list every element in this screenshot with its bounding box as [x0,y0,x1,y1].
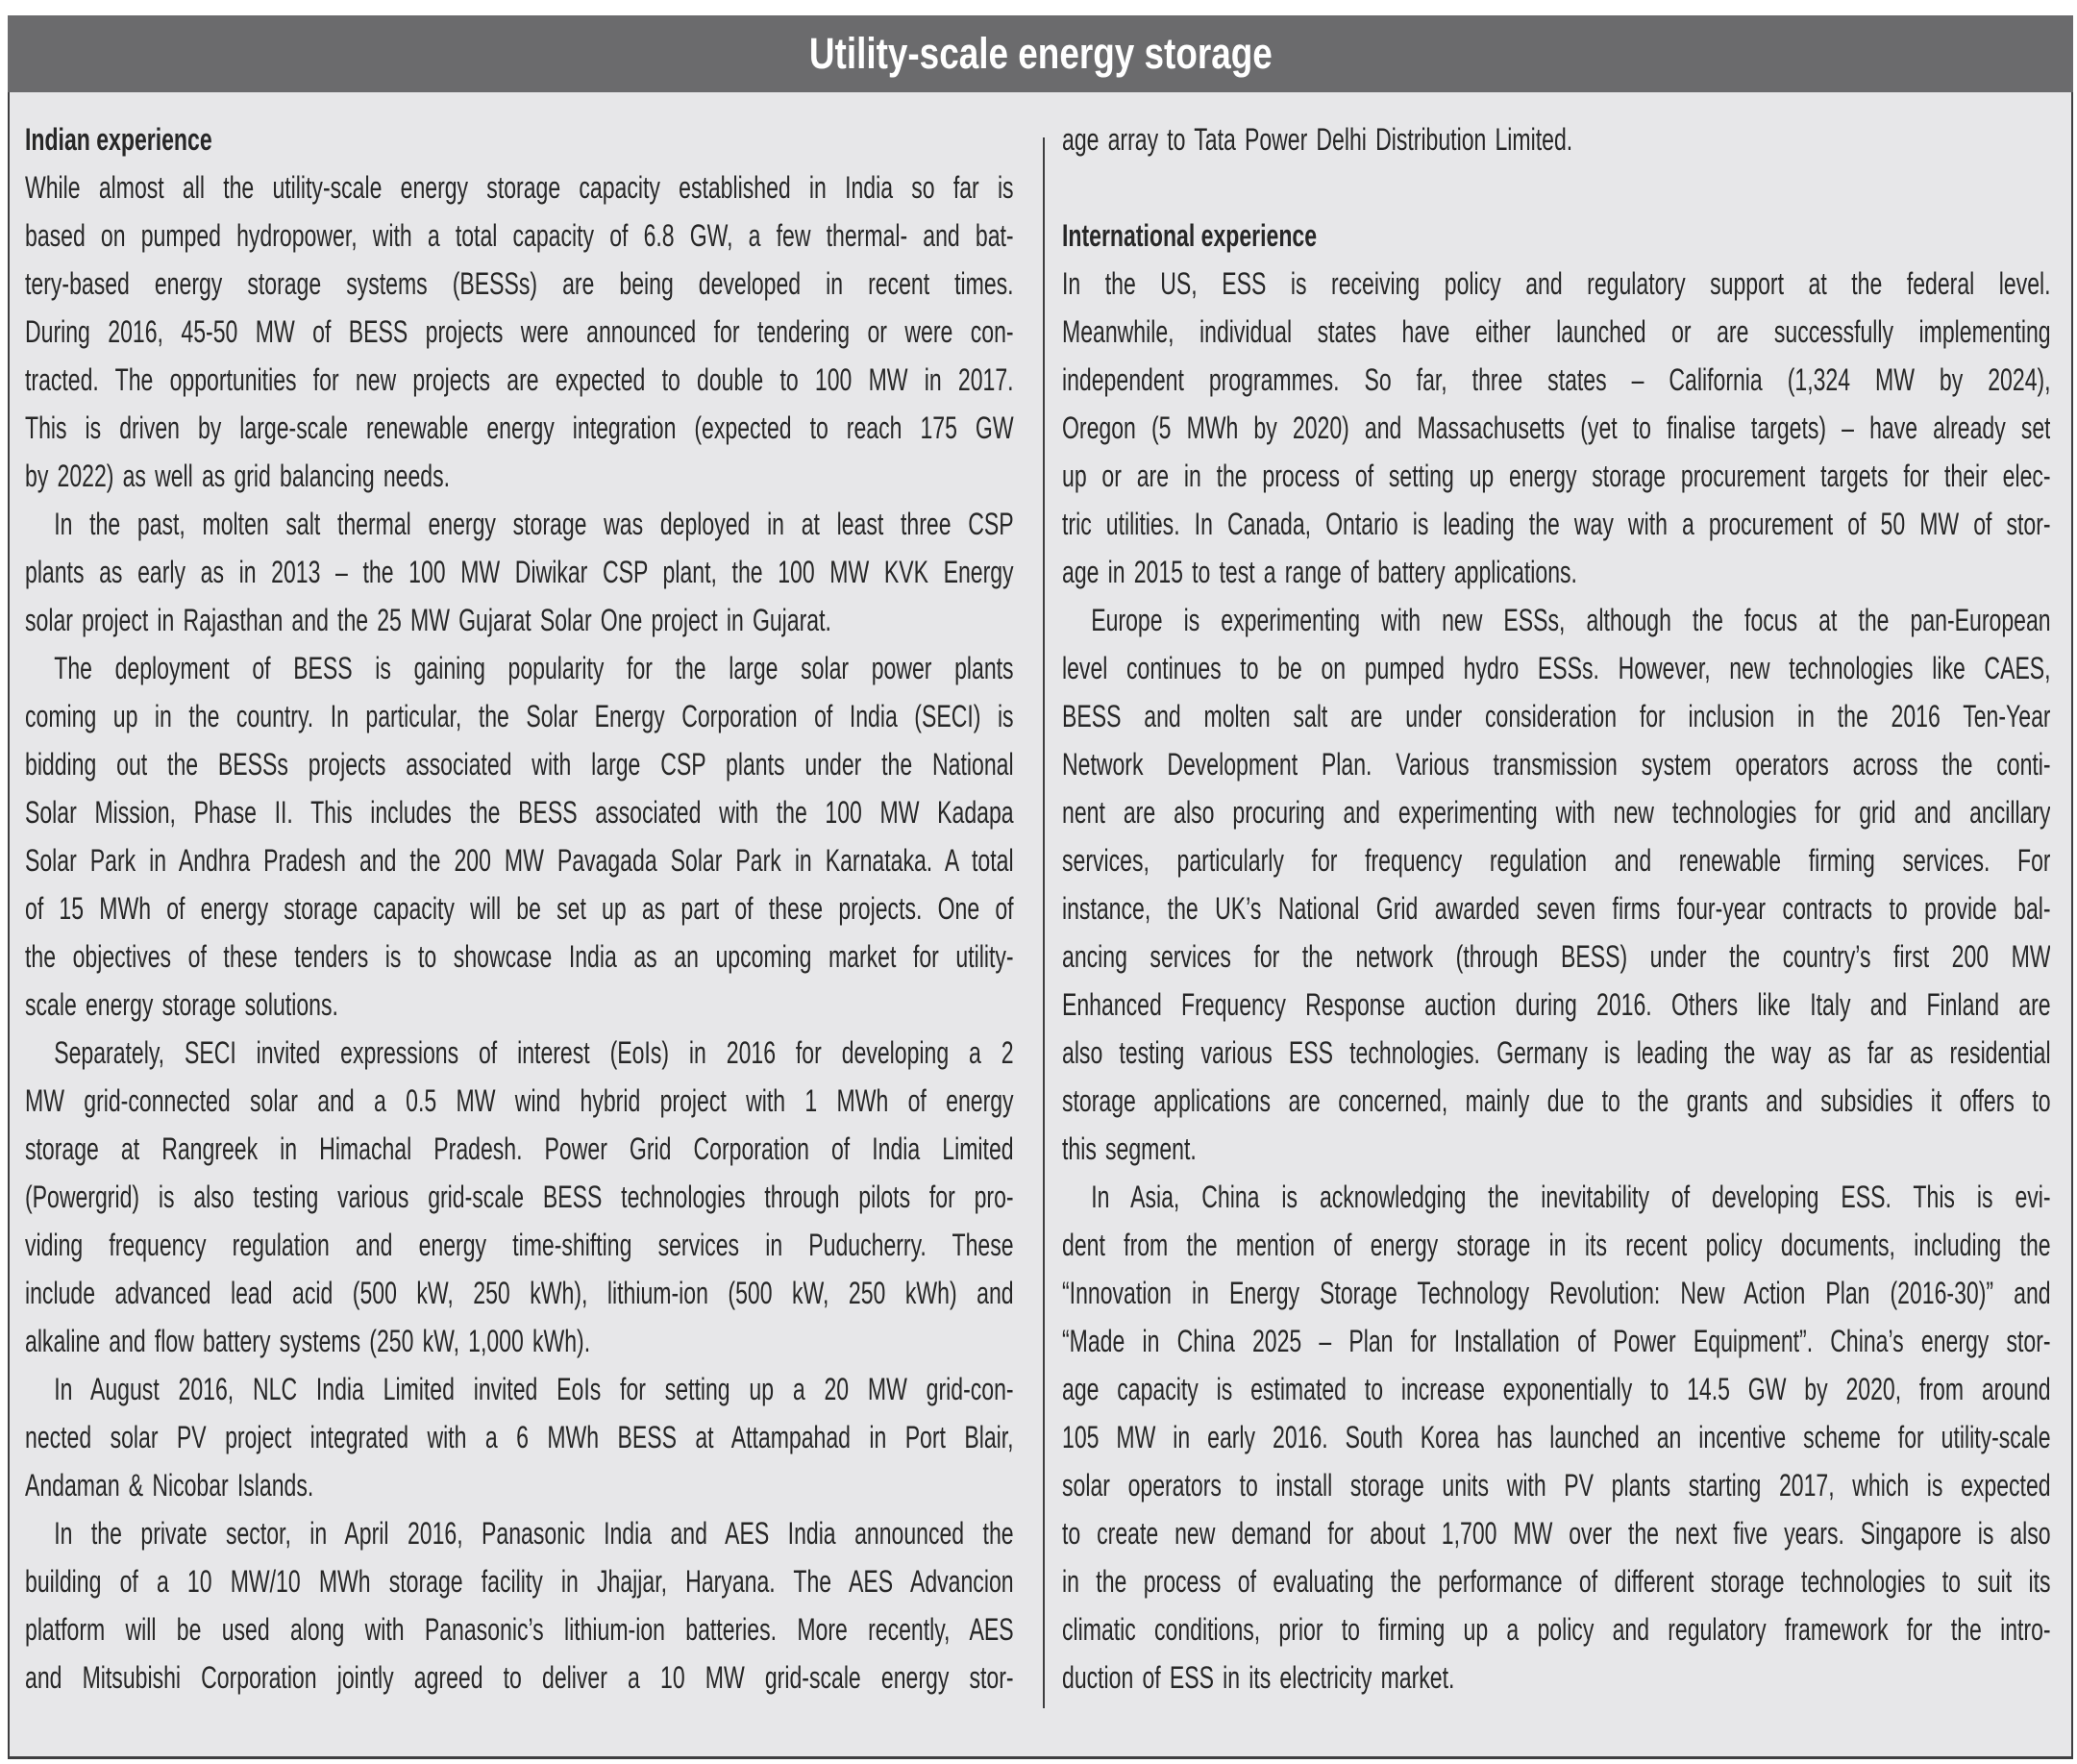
utility-storage-panel [8,15,2073,1759]
text-line: plants as early as in 2013 – the 100 MW Diwikar CSP plant, the 100 MW KVK Energy [25,555,1014,589]
section-heading: Indian experience [25,122,212,157]
text-line: Solar Mission, Phase II. This includes the BESS associated with the 100 MW Kadapa [25,795,1014,830]
text-line: In the US, ESS is receiving policy and regulatory support at the federal level. [1061,266,2050,301]
text-line: ancing services for the network (through BESS) under the country’s first 200 MW [1061,939,2050,974]
text-line: by 2022) as well as grid balancing needs. [25,459,451,493]
text-line: This is driven by large-scale renewable energy integration (expected to reach 175 GW [25,410,1014,445]
text-line: platform will be used along with Panasonic’s lithium-ion batteries. More recently, AES [25,1612,1014,1647]
text-line: During 2016, 45-50 MW of BESS projects were announced for tendering or were con- [25,314,1014,349]
text-line: to create new demand for about 1,700 MW over the next five years. Singapore is also [1061,1516,2050,1551]
text-line: this segment. [1061,1131,1197,1166]
text-line: of 15 MWh of energy storage capacity will be set up as part of these projects. One of [25,891,1014,926]
text-line: storage at Rangreek in Himachal Pradesh. Power Grid Corporation of India Limited [25,1131,1014,1166]
text-line: the objectives of these tenders is to showcase India as an upcoming market for utility- [25,939,1014,974]
text-line: Solar Park in Andhra Pradesh and the 200 MW Pavagada Solar Park in Karnataka. A total [25,843,1014,878]
text-line: include advanced lead acid (500 kW, 250 kWh), lithium-ion (500 kW, 250 kWh) and [25,1276,1014,1310]
text-line: alkaline and flow battery systems (250 kW, 1,000 kWh). [25,1324,591,1358]
text-line: solar operators to install storage units with PV plants starting 2017, which is expected [1061,1468,2050,1503]
column-divider [1043,137,1045,1708]
text-line: viding frequency regulation and energy time-shifting services in Puducherry. These [25,1228,1014,1262]
text-line: tery-based energy storage systems (BESSs) are being developed in recent times. [25,266,1014,301]
text-line: tracted. The opportunities for new projects are expected to double to 100 MW in 2017. [25,362,1014,397]
column-right-text [1062,115,2051,1702]
text-line: “Innovation in Energy Storage Technology Revolution: New Action Plan (2016-30)” and [1061,1276,2050,1310]
text-line: Enhanced Frequency Response auction during 2016. Others like Italy and Finland are [1061,987,2050,1022]
section-heading: International experience [1061,218,1317,253]
text-line: services, particularly for frequency regulation and renewable firming services. For [1061,843,2050,878]
text-line: solar project in Rajasthan and the 25 MW Gujarat Solar One project in Gujarat. [25,603,831,637]
text-line: “Made in China 2025 – Plan for Installation of Power Equipment”. China’s energy stor- [1061,1324,2050,1358]
text-line: Oregon (5 MWh by 2020) and Massachusetts (yet to finalise targets) – have already set [1061,410,2050,445]
text-line: scale energy storage solutions. [25,987,338,1022]
panel-title: Utility-scale energy storage [808,29,1273,78]
text-line: In August 2016, NLC India Limited invited EoIs for setting up a 20 MW grid-con- [54,1372,1014,1406]
text-line: 105 MW in early 2016. South Korea has launched an incentive scheme for utility-scale [1061,1420,2050,1454]
text-line: MW grid-connected solar and a 0.5 MW wind hybrid project with 1 MWh of energy [25,1083,1014,1118]
text-line: In Asia, China is acknowledging the inevitability of developing ESS. This is evi- [1090,1180,2050,1214]
text-line: In the past, molten salt thermal energy storage was deployed in at least three CSP [54,507,1014,541]
text-line: The deployment of BESS is gaining popularity for the large solar power plants [54,651,1014,685]
text-line: dent from the mention of energy storage in its recent policy documents, including the [1061,1228,2050,1262]
text-line: (Powergrid) is also testing various grid-scale BESS technologies through pilots for pro- [25,1180,1014,1214]
line-spacer [1062,163,2051,211]
text-line: in the process of evaluating the performance of different storage technologies to suit its [1061,1564,2050,1599]
text-line: level continues to be on pumped hydro ESSs. However, new technologies like CAES, [1061,651,2050,685]
column-right [1062,115,2051,1756]
text-line: Andaman & Nicobar Islands. [25,1468,314,1503]
text-line: While almost all the utility-scale energy storage capacity established in India so far is [25,170,1014,205]
text-line: coming up in the country. In particular, the Solar Energy Corporation of India (SECI) is [25,699,1014,733]
text-line: age capacity is estimated to increase exponentially to 14.5 GW by 2020, from around [1061,1372,2050,1406]
text-line: storage applications are concerned, mainly due to the grants and subsidies it offers to [1061,1083,2050,1118]
text-line: nent are also procuring and experimenting with new technologies for grid and ancillary [1061,795,2050,830]
column-left [25,115,1014,1756]
panel-header [8,15,2073,92]
text-line: age in 2015 to test a range of battery applications. [1061,555,1577,589]
text-line: Network Development Plan. Various transmission system operators across the conti- [1061,747,2050,782]
text-line: Europe is experimenting with new ESSs, although the focus at the pan-European [1090,603,2050,637]
text-line: climatic conditions, prior to firming up a policy and regulatory framework for the intro- [1061,1612,2050,1647]
text-line: instance, the UK’s National Grid awarded seven firms four-year contracts to provide bal- [1061,891,2050,926]
text-line: age array to Tata Power Delhi Distribution Limited. [1061,122,1572,157]
text-line: Separately, SECI invited expressions of interest (EoIs) in 2016 for developing a 2 [54,1035,1014,1070]
text-line: based on pumped hydropower, with a total capacity of 6.8 GW, a few thermal- and bat- [25,218,1014,253]
column-left-text [25,115,1014,1702]
text-line: nected solar PV project integrated with a 6 MWh BESS at Attampahad in Port Blair, [25,1420,1014,1454]
text-line: BESS and molten salt are under consideration for inclusion in the 2016 Ten-Year [1061,699,2050,733]
text-line: tric utilities. In Canada, Ontario is leading the way with a procurement of 50 MW of stor- [1061,507,2050,541]
text-line: bidding out the BESSs projects associated with large CSP plants under the National [25,747,1014,782]
text-line: duction of ESS in its electricity market. [1061,1660,1454,1695]
panel-body [8,92,2073,1759]
text-line: independent programmes. So far, three states – California (1,324 MW by 2024), [1061,362,2050,397]
text-line: Meanwhile, individual states have either launched or are successfully implementing [1061,314,2050,349]
text-line: building of a 10 MW/10 MWh storage facility in Jhajjar, Haryana. The AES Advancion [25,1564,1014,1599]
text-line: and Mitsubishi Corporation jointly agreed to deliver a 10 MW grid-scale energy stor- [25,1660,1014,1695]
text-line: up or are in the process of setting up energy storage procurement targets for their elec- [1061,459,2050,493]
text-line: also testing various ESS technologies. Germany is leading the way as far as residential [1061,1035,2050,1070]
text-line: In the private sector, in April 2016, Panasonic India and AES India announced the [54,1516,1014,1551]
